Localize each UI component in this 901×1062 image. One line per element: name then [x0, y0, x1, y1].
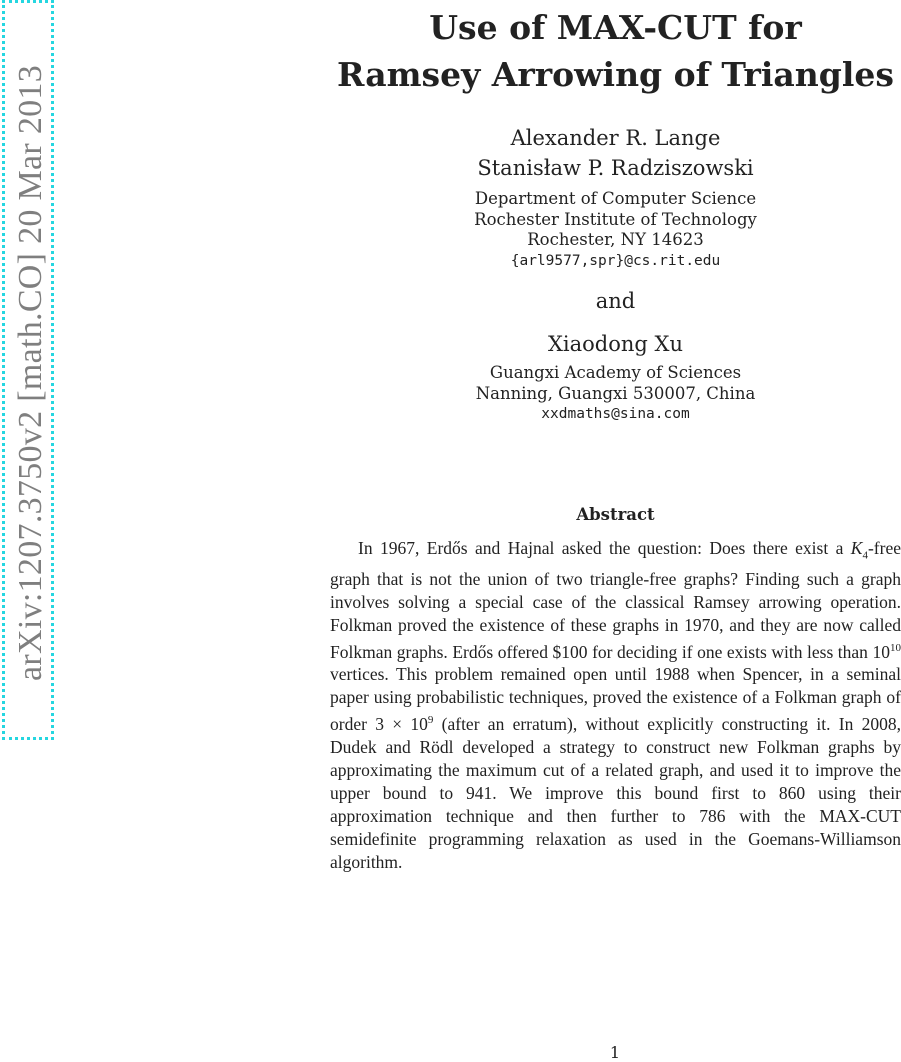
abstract-body: In 1967, Erdős and Hajnal asked the question: Does there exist a $K_4$-free graph that is not the union of two triangle-free graphs? Finding such a graph involves solving a special case of the classical Ramsey arrowing operation. Folkman proved the existence of these graphs in 1970, and they are now called Folkman graphs. Erdős offered $100 for deciding if one exists with less than $10^{10}$ vertices. This problem remained open until 1988 when Spencer, in a seminal paper using probabilistic techniques, proved the existence of a Folkman graph of order $3 \times 10^9$ (after an erratum), without explicitly constructing it. In 2008, Dudek and Rödl developed a strategy to construct new Folkman graphs by approximating the maximum cut of a related graph, and used it to improve the upper bound to 941. We improve this bound first to 860 using their approximation technique and then further to 786 with the MAX-CUT semidefinite programming relaxation as used in the Goemans-Williamson algorithm. [330, 538, 901, 873]
author-email: xxdmaths@sina.com [541, 406, 690, 422]
math-power: 3 × 10 [375, 714, 428, 735]
arxiv-identifier: arXiv:1207.3750v2 [math.CO] 20 Mar 2013 [12, 64, 49, 682]
author-name: Alexander R. Lange [510, 126, 721, 150]
author-block-1 [330, 123, 901, 271]
author-name: Stanisław P. Radziszowski [477, 156, 754, 180]
title-line-1: Use of MAX-CUT for [429, 8, 802, 47]
affiliation-line: Rochester Institute of Technology [474, 209, 757, 229]
arxiv-stamp-box [2, 0, 54, 740]
conjunction [330, 286, 901, 316]
affiliation-line: Nanning, Guangxi 530007, China [475, 383, 756, 403]
paper-title [330, 4, 901, 98]
math-subscript: 4 [862, 549, 868, 562]
math-exponent: 9 [427, 714, 434, 727]
and-text: and [595, 289, 636, 313]
title-line-2: Ramsey Arrowing of Triangles [337, 55, 894, 94]
author-name: Xiaodong Xu [547, 332, 684, 356]
affiliation-line: Guangxi Academy of Sciences [489, 363, 742, 382]
math-exponent: 10 [890, 641, 901, 654]
page-number: 1 [609, 1043, 621, 1062]
author-email: {arl9577,spr}@cs.rit.edu [510, 252, 721, 269]
author-block-2 [330, 329, 901, 425]
affiliation-line: Department of Computer Science [474, 189, 757, 208]
math-var-k: K [850, 538, 863, 558]
abstract-heading: Abstract [576, 505, 655, 524]
affiliation-line: Rochester, NY 14623 [527, 230, 704, 249]
math-power: 10 [872, 641, 890, 662]
